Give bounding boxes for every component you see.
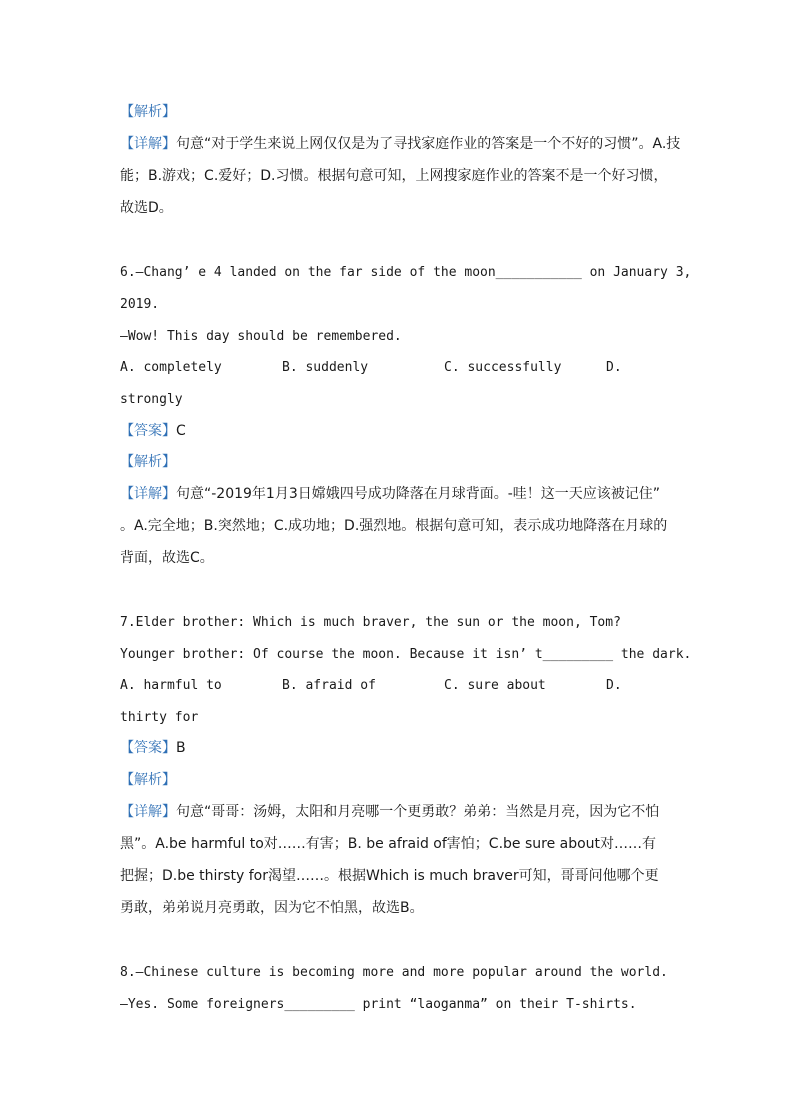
q5-detail-tag: 【详解】 (120, 136, 176, 152)
q7-answer (120, 738, 186, 758)
q6-answer-value: C (176, 423, 186, 439)
q6-option-b: B. suddenly (282, 360, 369, 375)
q6-answer-tag: 【答案】 (120, 423, 176, 439)
q6-stem-line-3: —Wow! This day should be remembered. (120, 329, 402, 344)
q6-option-c: C. successfully (444, 360, 562, 375)
q5-detail-line-2: 能；B.游戏；C.爱好；D.习惯。根据句意可知，上网搜家庭作业的答案不是一个好习惯， (120, 168, 668, 184)
q7-stem-line-1: 7.Elder brother: Which is much braver, the sun or the moon, Tom? (120, 615, 621, 630)
q7-detail-line-3: 把握；D.be thirsty for渴望……。根据Which is much braver可知，哥哥问他哪个更 (120, 868, 659, 884)
q6-option-d: D. (606, 360, 622, 375)
q6-detail-line-3: 背面，故选C。 (120, 550, 214, 566)
q7-detail-line-1: 【详解】句意“哥哥：汤姆，太阳和月亮哪一个更勇敢？弟弟：当然是月亮，因为它不怕 (120, 804, 660, 820)
q6-option-d-cont: strongly (120, 392, 183, 407)
q8-stem-line-1: 8.—Chinese culture is becoming more and more popular around the world. (120, 965, 668, 980)
q7-stem-line-2: Younger brother: Of course the moon. Because it isn’ t_________ the dark. (120, 647, 692, 662)
q6-detail-line-2: 。A.完全地；B.突然地；C.成功地；D.强烈地。根据句意可知，表示成功地降落在月球的 (120, 518, 668, 534)
q6-answer (120, 421, 186, 441)
q5-detail-line-3: 故选D。 (120, 200, 173, 216)
q7-option-a: A. harmful to (120, 678, 222, 693)
q6-option-a: A. completely (120, 360, 222, 375)
q7-answer-tag: 【答案】 (120, 740, 176, 756)
q7-option-d: D. (606, 678, 622, 693)
q5-detail-line-1: 【详解】句意“对于学生来说上网仅仅是为了寻找家庭作业的答案是一个不好的习惯”。A.技 (120, 136, 681, 152)
q6-stem-line-2: 2019. (120, 297, 160, 312)
q7-option-d-cont: thirty for (120, 710, 199, 725)
q7-detail-line-2: 黑”。A.be harmful to对……有害；B. be afraid of害怕；C.be sure about对……有 (120, 836, 657, 852)
q6-detail-line-1: 【详解】句意“-2019年1月3日嫦娥四号成功降落在月球背面。-哇！这一天应该被记住” (120, 486, 661, 502)
q7-option-b: B. afraid of (282, 678, 376, 693)
q6-analysis-tag: 【解析】 (120, 454, 176, 470)
q6-detail-tag: 【详解】 (120, 486, 176, 502)
q7-detail-line-4: 勇敢，弟弟说月亮勇敢，因为它不怕黑，故选B。 (120, 900, 424, 916)
q7-answer-value: B (176, 740, 186, 756)
q7-detail-tag: 【详解】 (120, 804, 176, 820)
q7-option-c: C. sure about (444, 678, 546, 693)
q5-analysis-tag: 【解析】 (120, 104, 176, 120)
q6-stem-line-1: 6.—Chang’ e 4 landed on the far side of the moon___________ on January 3, (120, 265, 692, 280)
q7-analysis-tag: 【解析】 (120, 772, 176, 788)
q8-stem-line-2: —Yes. Some foreigners_________ print “laoganma” on their T-shirts. (120, 997, 637, 1012)
